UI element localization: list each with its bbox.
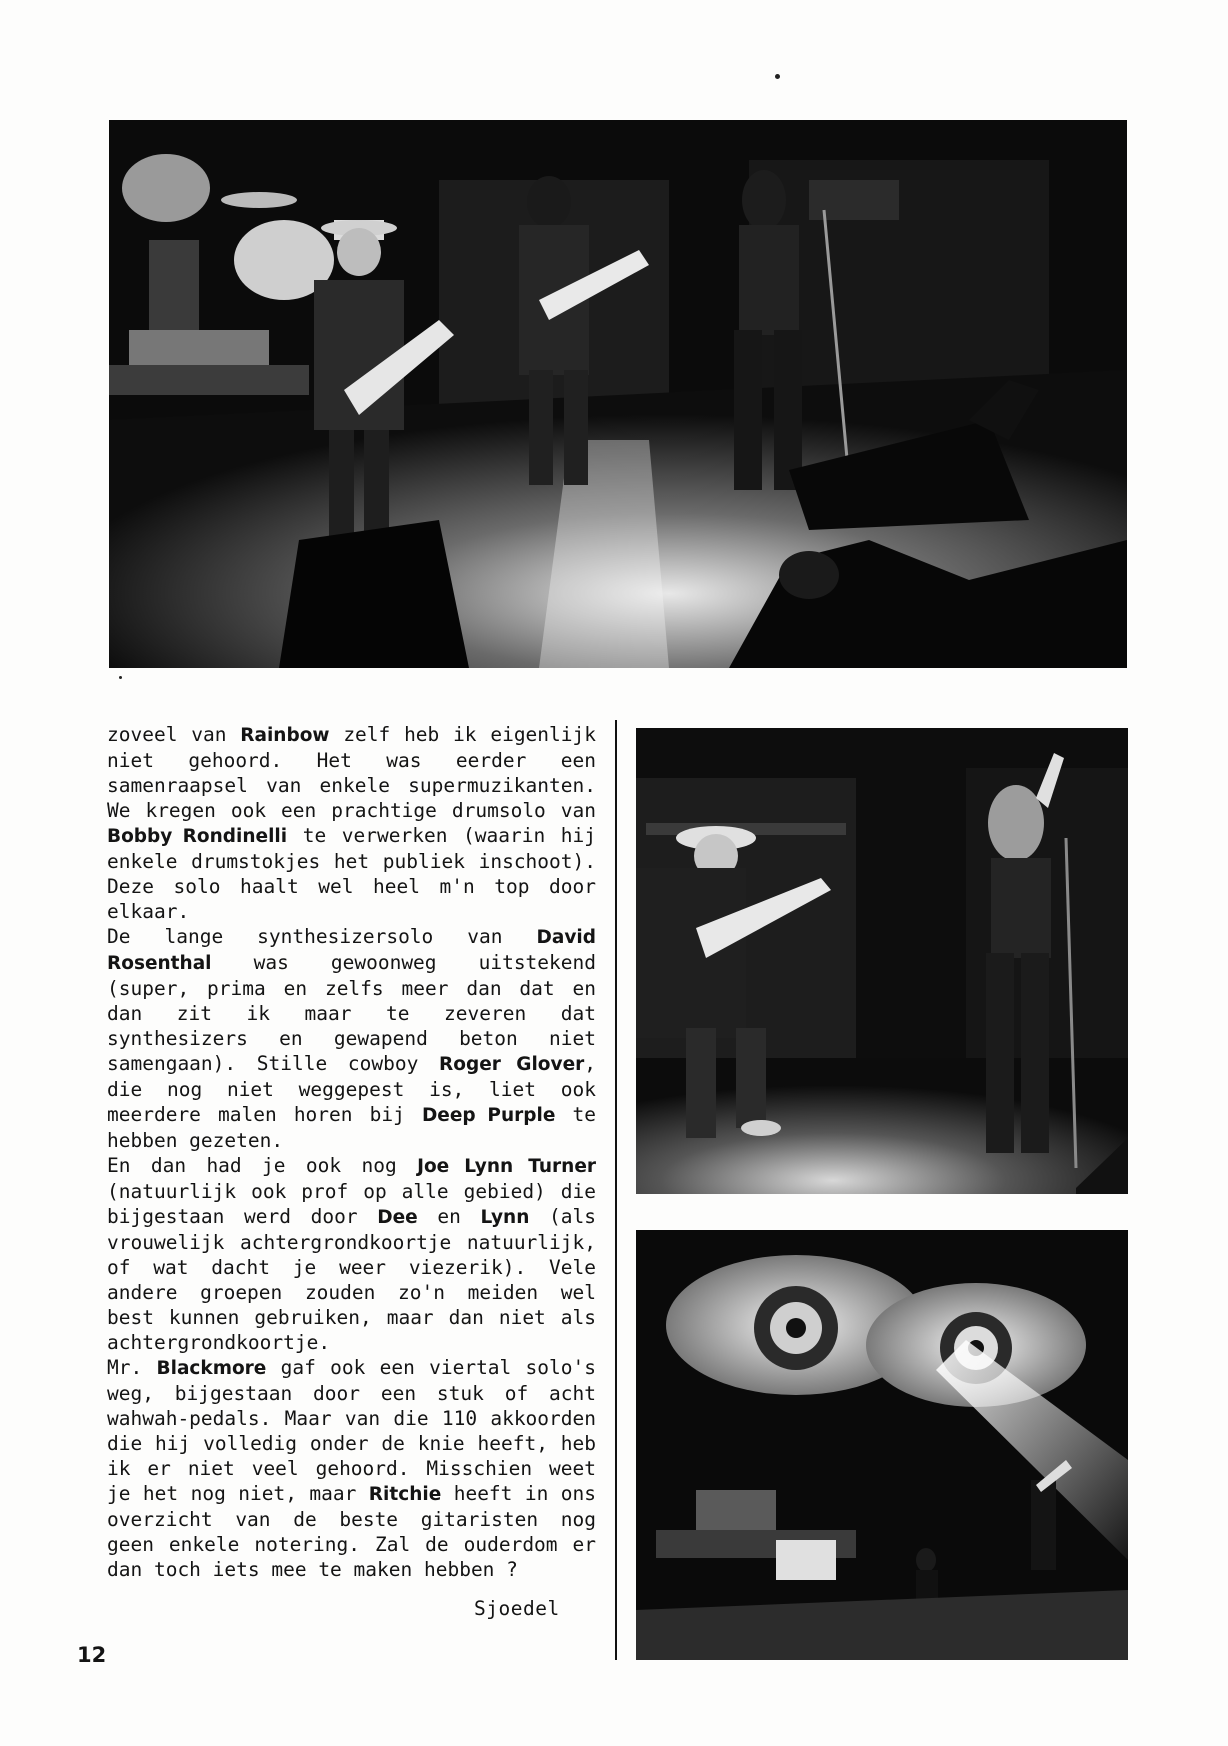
article-paragraph xyxy=(107,722,596,924)
musician-name-bold: Roger Glover xyxy=(439,1054,585,1075)
text-run: zoveel van xyxy=(107,723,241,746)
concert-photo-guitarist-and-singer xyxy=(636,728,1128,1194)
article-paragraph xyxy=(107,1153,596,1355)
print-speck xyxy=(775,74,780,79)
musician-name-bold: Lynn xyxy=(480,1207,530,1228)
musician-name-bold: Ritchie xyxy=(368,1484,442,1505)
article-body xyxy=(107,722,596,1582)
text-run: , die nog niet weggepest is, liet ook meerdere malen horen bij xyxy=(107,1052,596,1126)
musician-name-bold: Dee xyxy=(377,1207,418,1228)
band-name-bold: Rainbow xyxy=(240,725,330,746)
text-run: te verwerken (waarin hij enkele drumstokjes het publiek inschoot). Deze solo haalt wel heel m'n top door elkaar. xyxy=(107,824,597,923)
page-number: 12 xyxy=(77,1643,107,1667)
article-author: Sjoedel xyxy=(474,1597,560,1620)
text-run: (als vrouwelijk achtergrondkoortje natuurlijk, of wat dacht je weer viezerik). Vele andere groepen zouden zo'n meiden wel best kunnen gebruiken, maar dan niet als achtergrondkoortje. xyxy=(107,1205,597,1354)
musician-name-bold: Joe Lynn Turner xyxy=(417,1156,596,1177)
concert-photo-eye-stage-decor xyxy=(636,1230,1128,1660)
text-run: En dan had je ook nog xyxy=(107,1154,418,1177)
column-divider-rule xyxy=(615,720,617,1660)
article-paragraph xyxy=(107,924,596,1153)
text-run: was gewoonweg uitstekend (super, prima en zelfs meer dan dat en dan zit ik maar te zeveren dat synthesizers en gewapend beton niet samengaan). Stille cowboy xyxy=(107,951,596,1075)
text-run: (natuurlijk ook prof op alle gebied) die bijgestaan werd door xyxy=(107,1180,596,1228)
band-name-bold: Deep Purple xyxy=(421,1105,556,1126)
article-paragraph xyxy=(107,1355,596,1582)
text-run: en xyxy=(417,1205,481,1228)
musician-name-bold: Bobby Rondinelli xyxy=(107,826,288,847)
text-run: zelf heb ik eigenlijk niet gehoord. Het was eerder een samenraapsel van enkele supermuzikanten. We kregen ook een prachtige drumsolo van xyxy=(107,723,596,822)
text-run: heeft in ons overzicht van de beste gitaristen nog geen enkele notering. Zal de ouderdom er dan toch iets mee te maken hebben ? xyxy=(107,1482,596,1581)
musician-name-bold: Blackmore xyxy=(156,1358,267,1379)
text-run: Mr. xyxy=(107,1356,157,1379)
concert-photo-band-on-stage xyxy=(109,120,1127,668)
musician-name-bold: David Rosenthal xyxy=(107,927,596,974)
print-speck xyxy=(119,676,122,679)
text-run: De lange synthesizersolo van xyxy=(107,925,537,948)
text-run: te hebben gezeten. xyxy=(107,1103,596,1152)
text-run: gaf ook een viertal solo's weg, bijgestaan door een stuk of acht wahwah-pedals. Maar van die 110 akkoorden die hij volledig onder de knie heeft, heb ik er niet veel gehoord. Misschien weet je het nog niet, maar xyxy=(107,1356,596,1505)
